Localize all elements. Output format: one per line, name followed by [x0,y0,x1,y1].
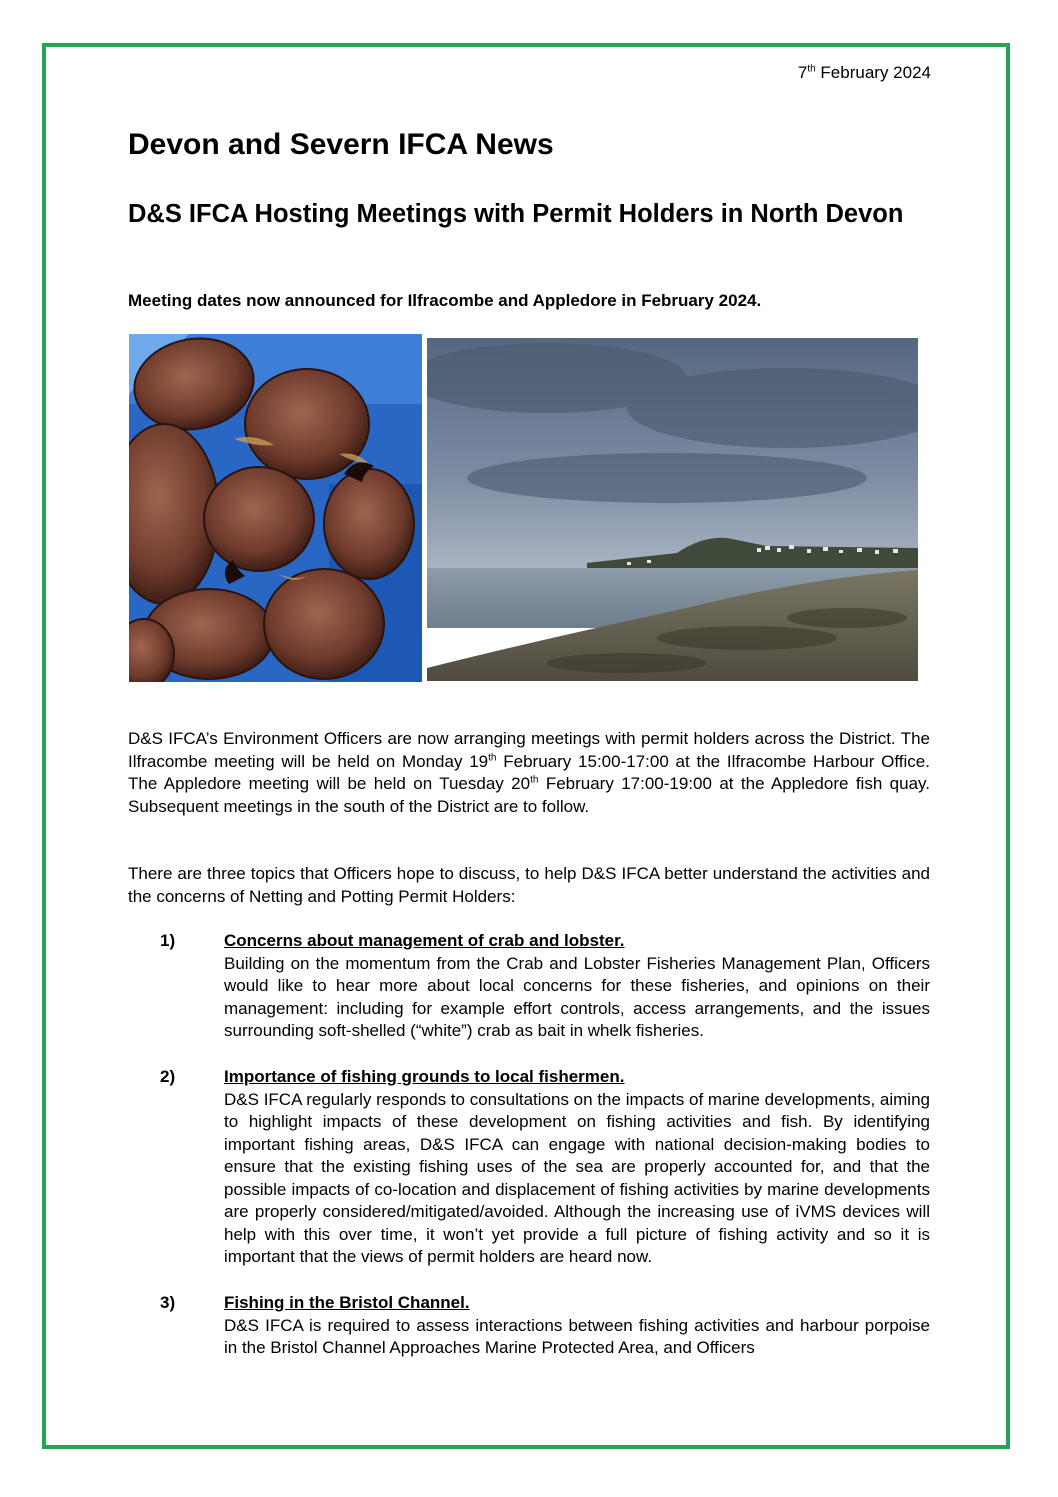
topic-number: 1) [160,931,176,950]
topic-number: 3) [160,1293,176,1312]
topic-heading: Concerns about management of crab and lobster. [224,931,625,950]
estuary-photo [427,338,918,681]
topic-heading: Fishing in the Bristol Channel. [224,1293,470,1312]
topic-body: D&S IFCA is required to assess interactions between fishing activities and harbour porpoise in the Bristol Channel Approaches Marine Protected Area, and Officers [224,1315,930,1357]
article-lead: Meeting dates now announced for Ilfracombe and Appledore in February 2024. [128,291,762,310]
topic-heading: Importance of fishing grounds to local fishermen. [224,1067,625,1086]
topic-body: D&S IFCA regularly responds to consultations on the impacts of marine developments, aiming to highlight impacts of these development on fishing activities and fish. By identifying important fishing areas, D&S IFCA can engage with national decision-making bodies to ensure that the existing fishing uses of the sea are properly accounted for, and that the possible impacts of co-location and displacement of fishing activities by marine developments are properly considered/mitigated/avoided. Although the increasing use of iVMS devices will help with this over time, it won’t yet provide a full picture of fishing activity and so it is important that the views of permit holders are heard now. [224,1089,930,1266]
publication-date: 7th February 2024 [797,63,931,82]
topics-intro-paragraph: There are three topics that Officers hope to discuss, to help D&S IFCA better understand the activities and the concerns of Netting and Potting Permit Holders: [128,864,930,906]
topic-number: 2) [160,1067,176,1086]
article-headline: D&S IFCA Hosting Meetings with Permit Holders in North Devon [128,200,904,228]
topic-body: Building on the momentum from the Crab and Lobster Fisheries Management Plan, Officers would like to hear more about local concerns for these fisheries, and opinions on their management: including for example effort controls, access arrangements, and the issues surrounding soft-shelled (“white”) crab as bait in whelk fisheries. [224,953,930,1040]
newsletter-title: Devon and Severn IFCA News [128,128,554,161]
crab-photo [129,334,422,682]
intro-paragraph: D&S IFCA’s Environment Officers are now arranging meetings with permit holders across the District. The Ilfracombe meeting will be held on Monday 19th February 15:00-17:00 at the Ilfracombe Harbour Office. The Appledore meeting will be held on Tuesday 20th February 17:00-19:00 at the Appledore fish quay. Subsequent meetings in the south of the District are to follow. [128,729,930,816]
